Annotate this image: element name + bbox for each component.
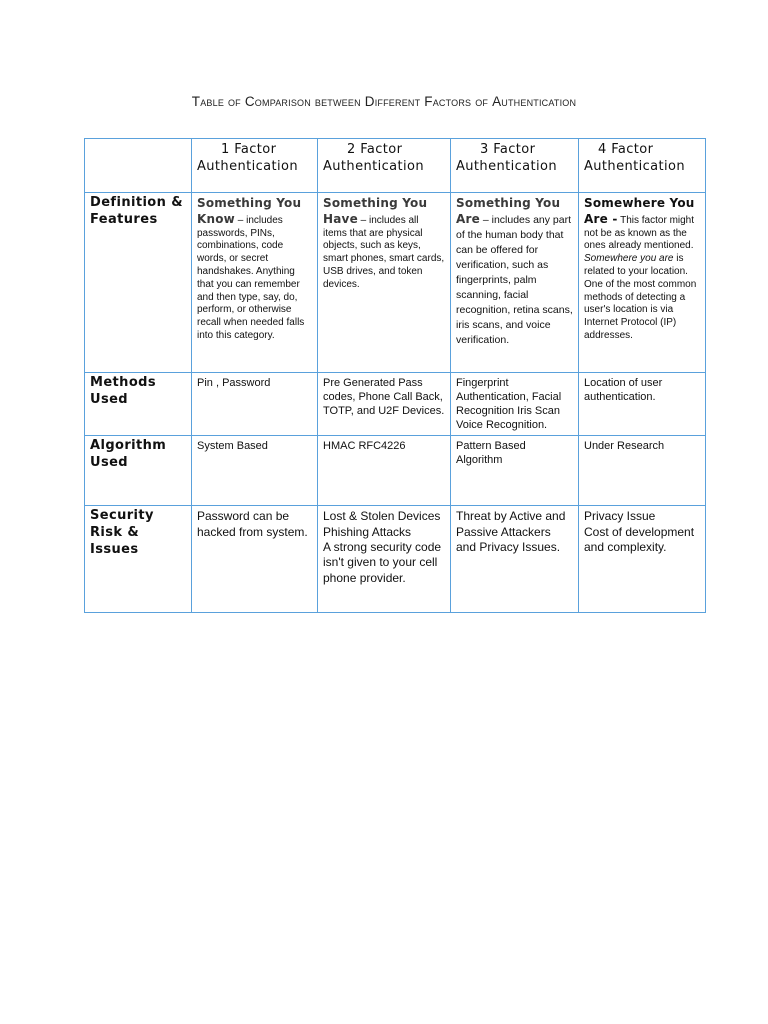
definition-factor-4: Somewhere You Are - This factor might not be as known as the ones already mentioned. Somewhere you are is related to your location. One of the most common methods of detecting a user's location is via Internet Protocol (IP) addresses. [579, 193, 706, 373]
title-text: C [244, 94, 255, 109]
title-text: omparison between [254, 94, 365, 109]
title-text: A [492, 94, 502, 109]
comparison-table [84, 138, 706, 613]
row-label-definition: Definition & Features [85, 193, 192, 373]
methods-factor-4: Location of user authentication. [579, 373, 706, 436]
header-factor-1: 1 Factor Authentication [192, 139, 318, 193]
security-factor-4: Privacy Issue Cost of development and complexity. [579, 506, 706, 613]
table-row-algorithm [85, 436, 706, 506]
header-factor-3: 3 Factor Authentication [451, 139, 579, 193]
methods-factor-1: Pin , Password [192, 373, 318, 436]
table-row-security [85, 506, 706, 613]
definition-factor-3: Something You Are – includes any part of the human body that can be offered for verification, such as fingerprints, palm scanning, facial recognition, retina scans, iris scans, and voice verification. [451, 193, 579, 373]
row-label-algorithm: Algorithm Used [85, 436, 192, 506]
row-label-security: Security Risk & Issues [85, 506, 192, 613]
header-empty-cell [85, 139, 192, 193]
title-text: ifferent [374, 94, 425, 109]
algorithm-factor-1: System Based [192, 436, 318, 506]
table-header-row [85, 139, 706, 193]
page-title [0, 94, 768, 109]
table-row-definition [85, 193, 706, 373]
row-label-methods: Methods Used [85, 373, 192, 436]
title-text: able of [200, 94, 245, 109]
definition-factor-2: Something You Have – includes all items that are physical objects, such as keys, smart phones, smart cards, USB drives, and token devices. [318, 193, 451, 373]
title-text: D [364, 94, 375, 109]
title-text: uthentication [501, 94, 577, 109]
table-row-methods [85, 373, 706, 436]
security-factor-2: Lost & Stolen Devices Phishing Attacks A strong security code isn't given to your cell phone provider. [318, 506, 451, 613]
title-text: T [191, 94, 201, 109]
title-text: F [424, 94, 433, 109]
methods-factor-2: Pre Generated Pass codes, Phone Call Back, TOTP, and U2F Devices. [318, 373, 451, 436]
methods-factor-3: Fingerprint Authentication, Facial Recognition Iris Scan Voice Recognition. [451, 373, 579, 436]
title-text: actors of [432, 94, 493, 109]
header-factor-2: 2 Factor Authentication [318, 139, 451, 193]
algorithm-factor-4: Under Research [579, 436, 706, 506]
algorithm-factor-2: HMAC RFC4226 [318, 436, 451, 506]
definition-factor-1: Something You Know – includes passwords, PINs, combinations, code words, or secret handshakes. Anything that you can remember and then type, say, do, perform, or otherwise recall when needed falls into this category. [192, 193, 318, 373]
algorithm-factor-3: Pattern Based Algorithm [451, 436, 579, 506]
header-factor-4: 4 Factor Authentication [579, 139, 706, 193]
security-factor-3: Threat by Active and Passive Attackers and Privacy Issues. [451, 506, 579, 613]
security-factor-1: Password can be hacked from system. [192, 506, 318, 613]
